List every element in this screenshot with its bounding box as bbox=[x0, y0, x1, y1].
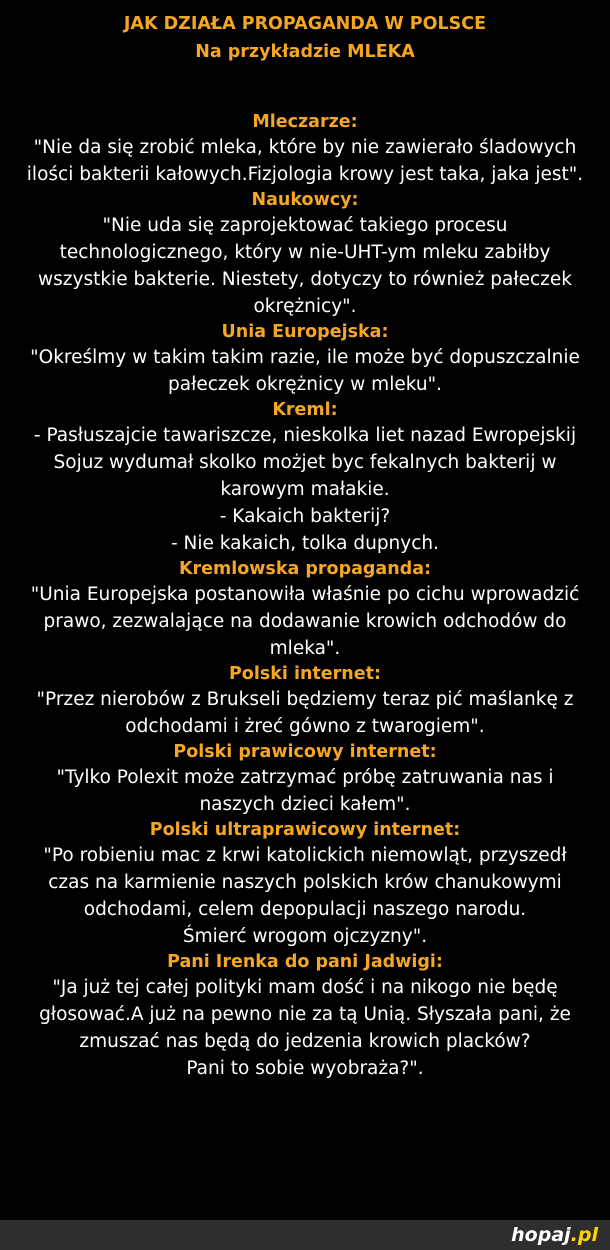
section-heading: Naukowcy: bbox=[251, 190, 359, 210]
section-text: "Unia Europejska postanowiła właśnie po cichu wprowadzić prawo, zezwalające na dodawanie krowich odchodów do mleka". bbox=[30, 584, 580, 659]
section-heading: Polski prawicowy internet: bbox=[173, 742, 437, 762]
section-text: "Po robieniu mac z krwi katolickich niemowląt, przyszedł czas na karmienie naszych polskich krów chanukowymi odchodami, celem depopulacji naszego narodu. Śmierć wrogom ojczyzny". bbox=[43, 845, 567, 947]
section-heading: Unia Europejska: bbox=[221, 322, 389, 342]
section-text: "Nie da się zrobić mleka, które by nie zawierało śladowych ilości bakterii kałowych.Fizjologia krowy jest taka, jaka jest". bbox=[26, 137, 584, 185]
section-text: "Tylko Polexit może zatrzymać próbę zatruwania nas i naszych dzieci kałem". bbox=[56, 767, 554, 815]
logo-main: hopaj bbox=[511, 1224, 571, 1246]
footer-bar bbox=[0, 1220, 610, 1250]
section-kreml bbox=[0, 398, 610, 557]
header bbox=[0, 10, 610, 66]
section-pani-irenka bbox=[0, 950, 610, 1082]
section-heading: Mleczarze: bbox=[252, 112, 358, 132]
page-title: JAK DZIAŁA PROPAGANDA W POLSCE bbox=[123, 14, 487, 34]
section-text: - Pasłuszajcie tawariszcze, nieskolka liet nazad Ewropejskij Sojuz wydumał skolko możjet byc fekalnych bakterij w karowym małakie. - Kakaich bakterij? - Nie kakaich, tolka dupnych. bbox=[33, 425, 577, 554]
section-naukowcy bbox=[0, 188, 610, 320]
page-subtitle: Na przykładzie MLEKA bbox=[195, 42, 415, 62]
section-polski-prawicowy-internet bbox=[0, 740, 610, 818]
section-text: "Przez nierobów z Brukseli będziemy teraz pić maślankę z odchodami i żreć gówno z twarogiem". bbox=[36, 689, 574, 737]
logo-dot: . bbox=[570, 1224, 578, 1246]
section-unia-europejska bbox=[0, 320, 610, 398]
section-polski-ultraprawicowy-internet bbox=[0, 818, 610, 950]
sections-list bbox=[0, 110, 610, 1082]
section-text: "Ja już tej całej polityki mam dość i na nikogo nie będę głosować.A już na pewno nie za tą Unią. Słyszała pani, że zmuszać nas będą do jedzenia krowich placków? Pani to sobie wyobraża?". bbox=[39, 977, 571, 1079]
section-heading: Kremlowska propaganda: bbox=[178, 559, 432, 579]
section-mleczarze bbox=[0, 110, 610, 188]
section-heading: Polski internet: bbox=[228, 664, 381, 684]
section-kremlowska-propaganda bbox=[0, 557, 610, 662]
section-heading: Polski ultraprawicowy internet: bbox=[149, 820, 461, 840]
section-heading: Kreml: bbox=[272, 400, 338, 420]
section-text: "Nie uda się zaprojektować takiego procesu technologicznego, który w nie-UHT-ym mleku zabiłby wszystkie bakterie. Niestety, dotyczy to również pałeczek okrężnicy". bbox=[38, 215, 572, 317]
logo-tld: pl bbox=[577, 1224, 598, 1246]
section-polski-internet bbox=[0, 662, 610, 740]
site-logo-link[interactable] bbox=[511, 1223, 598, 1247]
section-heading: Pani Irenka do pani Jadwigi: bbox=[167, 952, 443, 972]
section-text: "Określmy w takim takim razie, ile może być dopuszczalnie pałeczek okrężnicy w mleku". bbox=[30, 347, 580, 395]
